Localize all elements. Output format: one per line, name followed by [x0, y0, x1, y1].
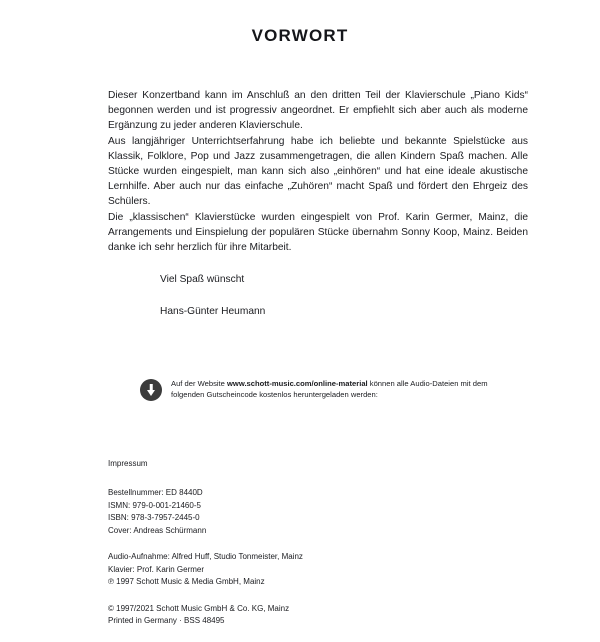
impressum-line: ISBN: 978-3-7957-2445-0 [108, 513, 200, 522]
impressum-line: ISMN: 979-0-001-21460-5 [108, 500, 201, 510]
paragraph: Dieser Konzertband kann im Anschluß an den dritten Teil der Klavierschule „Piano Kids“ begonnen werden und ist progressiv angeordnet. Er empfiehlt sich aber auch als moderne Ergänzung zu jeder anderen Klavierschule. [108, 90, 528, 132]
foreword-body [108, 88, 528, 320]
impressum-group [108, 487, 528, 537]
signoff-text: Viel Spaß wünscht [160, 274, 245, 286]
impressum-line: ℗ 1997 Schott Music & Media GmbH, Mainz [108, 577, 265, 586]
impressum-line: Bestellnummer: ED 8440D [108, 488, 203, 497]
impressum-line: Klavier: Prof. Karin Germer [108, 564, 205, 574]
download-url[interactable]: www.schott-music.com/online-material [227, 379, 368, 388]
impressum-line: Printed in Germany · BSS 48495 [108, 616, 225, 625]
download-text-before: Auf der Website [171, 379, 227, 388]
impressum-section [108, 458, 528, 642]
page-title: VORWORT [251, 26, 349, 45]
impressum-group [108, 551, 528, 589]
impressum-heading: Impressum [108, 459, 148, 468]
download-notice-text [171, 378, 501, 400]
download-text-after: können alle Audio-Dateien mit dem folgenden Gutscheincode kostenlos heruntergeladen werden: [171, 379, 488, 399]
impressum-line: Cover: Andreas Schürmann [108, 525, 207, 535]
paragraph: Die „klassischen“ Klavierstücke wurden eingespielt von Prof. Karin Germer, Mainz, die Arrangements und Einspielung der populären Stücke übernahm Sonny Koop, Mainz. Beiden danke ich sehr herzlich für ihre Mitarbeit. [108, 211, 528, 254]
impressum-line: © 1997/2021 Schott Music GmbH & Co. KG, Mainz [108, 603, 290, 613]
download-icon [140, 379, 162, 401]
document-page [0, 26, 600, 626]
author-name: Hans-Günter Heumann [160, 306, 266, 318]
impressum-line: Audio-Aufnahme: Alfred Huff, Studio Tonmeister, Mainz [108, 552, 303, 561]
download-notice [140, 378, 528, 401]
impressum-group [108, 603, 528, 628]
paragraph: Aus langjähriger Unterrichtserfahrung habe ich beliebte und bekannte Spielstücke aus Klassik, Folklore, Pop und Jazz zusammengetragen, die allen Kindern Spaß machen. Alle Stücke wurden eingespielt, man kann sich also „einhören“ und hat eine ideale akustische Lernhilfe. Aber auch nur das einfache „Zuhören“ macht Spaß und fördert den Ehrgeiz des Schülers. [108, 135, 528, 208]
